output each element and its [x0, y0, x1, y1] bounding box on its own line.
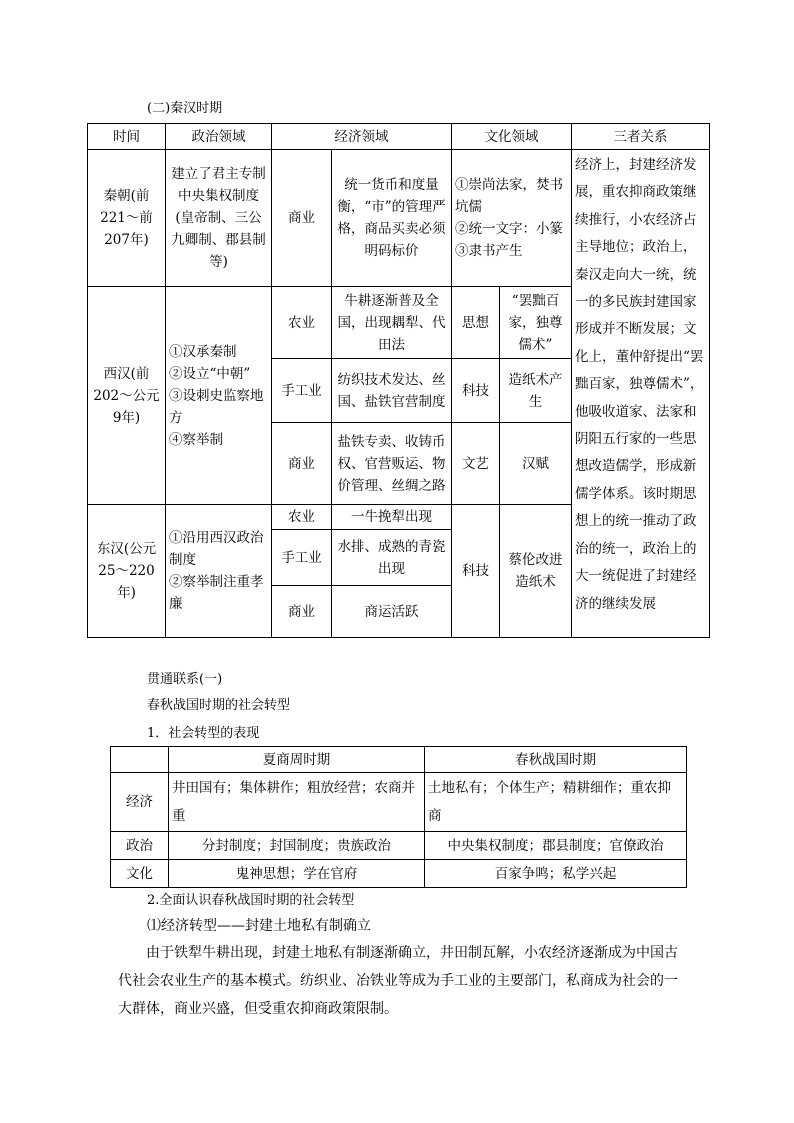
donghan-craft-content: 水排、成熟的青瓷出现 — [332, 530, 452, 586]
donghan-politics: ①沿用西汉政治制度 ②察举制注重孝廉 — [166, 505, 272, 638]
xihan-art-content: 汉赋 — [500, 423, 572, 505]
transition-header-empty — [111, 747, 169, 773]
row-culture-cqzg: 百家争鸣；私学兴起 — [425, 860, 687, 888]
transition-header-cqzg: 春秋战国时期 — [425, 747, 687, 773]
header-politics: 政治领域 — [166, 124, 272, 150]
row-economy-xsz: 井田国有；集体耕作；粗放经营；农商并重 — [169, 773, 425, 832]
row-politics-xsz: 分封制度；封国制度；贵族政治 — [169, 832, 425, 860]
qin-econ-field: 商业 — [272, 150, 332, 287]
row-culture-xsz: 鬼神思想；学在官府 — [169, 860, 425, 888]
xihan-politics: ①汉承秦制 ②设立“中朝” ③设刺史监察地方 ④察举制 — [166, 287, 272, 505]
qin-culture: ①崇尚法家，焚书坑儒 ②统一文字：小篆 ③隶书产生 — [452, 150, 572, 287]
header-time: 时间 — [88, 124, 166, 150]
donghan-agri-field: 农业 — [272, 505, 332, 530]
xihan-agri-content: 牛耕逐渐普及全国，出现耦犁、代田法 — [332, 287, 452, 359]
item-2-1-heading: ⑴经济转型——封建土地私有制确立 — [147, 918, 371, 934]
row-economy-label: 经济 — [111, 773, 169, 832]
guantong-title: 贯通联系(一) — [147, 672, 223, 687]
guantong-subtitle: 春秋战国时期的社会转型 — [147, 698, 291, 713]
donghan-tech-content: 蔡伦改进造纸术 — [500, 505, 572, 638]
xihan-art-field: 文艺 — [452, 423, 500, 505]
xihan-tech-field: 科技 — [452, 359, 500, 423]
row-politics-cqzg: 中央集权制度；郡县制度；官僚政治 — [425, 832, 687, 860]
row-politics-label: 政治 — [111, 832, 169, 860]
xihan-thought-field: 思想 — [452, 287, 500, 359]
xihan-craft-field: 手工业 — [272, 359, 332, 423]
qinhan-table — [87, 123, 710, 638]
row-economy-cqzg: 土地私有；个体生产；精耕细作；重农抑商 — [425, 773, 687, 832]
donghan-commerce-content: 商运活跃 — [332, 586, 452, 638]
xihan-agri-field: 农业 — [272, 287, 332, 359]
row-culture-label: 文化 — [111, 860, 169, 888]
xihan-tech-content: 造纸术产生 — [500, 359, 572, 423]
xihan-commerce-field: 商业 — [272, 423, 332, 505]
donghan-agri-content: 一牛挽犁出现 — [332, 505, 452, 530]
donghan-time: 东汉(公元25～220年) — [88, 505, 166, 638]
header-culture: 文化领域 — [452, 124, 572, 150]
header-relation: 三者关系 — [572, 124, 710, 150]
item-2-heading: 2.全面认识春秋战国时期的社会转型 — [147, 893, 355, 908]
qin-time: 秦朝(前221～前207年) — [88, 150, 166, 287]
xihan-time: 西汉(前202～公元9年) — [88, 287, 166, 505]
xihan-commerce-content: 盐铁专卖、收铸币权、官营贩运、物价管理、丝绸之路 — [332, 423, 452, 505]
xihan-craft-content: 纺织技术发达、丝国、盐铁官营制度 — [332, 359, 452, 423]
qin-politics: 建立了君主专制中央集权制度(皇帝制、三公九卿制、郡县制等) — [166, 150, 272, 287]
body-paragraph: 由于铁犁牛耕出现，封建土地私有制逐渐确立，井田制瓦解，小农经济逐渐成为中国古代社会农业生产的基本模式。纺织业、冶铁业等成为手工业的主要部门，私商成为社会的一大群体，商业兴盛，但受重农抑商政策限制。 — [118, 945, 678, 1017]
transition-header-xsz: 夏商周时期 — [169, 747, 425, 773]
donghan-commerce-field: 商业 — [272, 586, 332, 638]
relation-text: 经济上，封建经济发展，重农抑商政策继续推行，小农经济占主导地位；政治上，秦汉走向大一统，统一的多民族封建国家形成并不断发展；文化上，董仲舒提出“罢黜百家，独尊儒术”，他吸收道家、法家和阴阳五行家的一些思想改造儒学，形成新儒学体系。该时期思想上的统一推动了政治的统一，政治上的大一统促进了封建经济的继续发展 — [572, 150, 710, 638]
donghan-tech-field: 科技 — [452, 505, 500, 638]
qin-econ-content: 统一货币和度量衡，“市”的管理严格，商品买卖必须明码标价 — [332, 150, 452, 287]
xihan-thought-content: “罢黜百家，独尊儒术” — [500, 287, 572, 359]
item-1-heading: 1．社会转型的表现 — [147, 726, 260, 741]
section-title-qinhan: (二)秦汉时期 — [147, 101, 223, 116]
transition-table — [110, 746, 687, 888]
header-economy: 经济领域 — [272, 124, 452, 150]
donghan-craft-field: 手工业 — [272, 530, 332, 586]
